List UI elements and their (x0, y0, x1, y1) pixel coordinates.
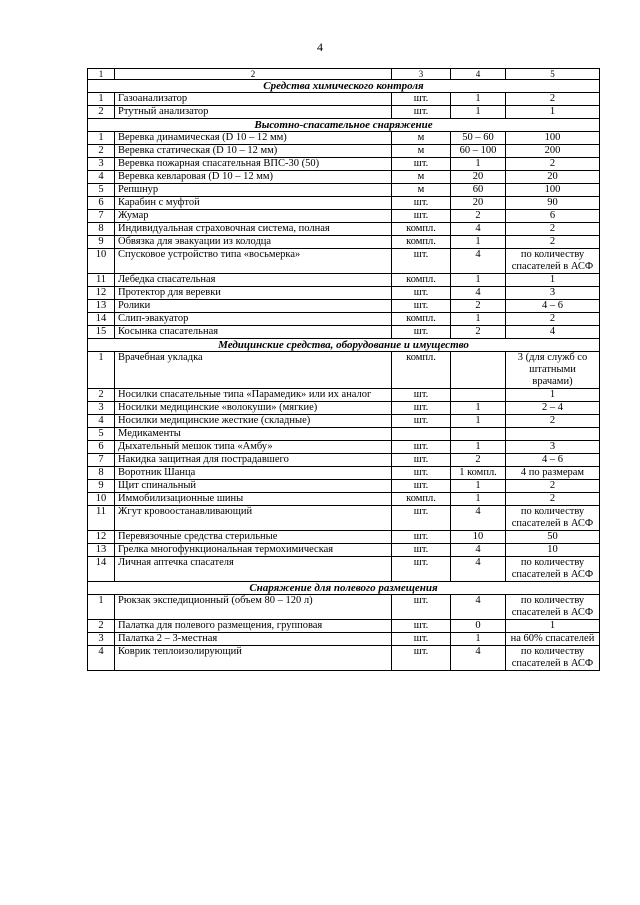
cell-num: 1 (88, 93, 115, 106)
column-header: 5 (506, 69, 600, 80)
table-row (88, 352, 600, 389)
cell-norm: 2 (506, 480, 600, 493)
cell-unit: м (392, 145, 451, 158)
cell-name: Жумар (115, 210, 392, 223)
cell-name: Протектор для веревки (115, 287, 392, 300)
cell-unit: шт. (392, 389, 451, 402)
cell-qty: 4 (451, 557, 506, 582)
cell-num: 2 (88, 106, 115, 119)
cell-name: Носилки медицинские «волокуши» (мягкие) (115, 402, 392, 415)
cell-num: 3 (88, 158, 115, 171)
cell-num: 9 (88, 480, 115, 493)
cell-qty: 1 (451, 493, 506, 506)
table-row (88, 274, 600, 287)
cell-norm: 100 (506, 184, 600, 197)
cell-num: 12 (88, 531, 115, 544)
table-row (88, 493, 600, 506)
cell-name: Щит спинальный (115, 480, 392, 493)
cell-num: 6 (88, 441, 115, 454)
cell-qty: 1 (451, 415, 506, 428)
cell-name: Воротник Шанца (115, 467, 392, 480)
cell-name: Веревка пожарная спасательная ВПС-30 (50) (115, 158, 392, 171)
cell-unit: шт. (392, 106, 451, 119)
cell-name: Палатка для полевого размещения, групповая (115, 620, 392, 633)
table-row (88, 197, 600, 210)
cell-norm: 2 (506, 223, 600, 236)
cell-unit: шт. (392, 480, 451, 493)
cell-qty: 1 (451, 402, 506, 415)
cell-num: 11 (88, 274, 115, 287)
cell-unit: компл. (392, 313, 451, 326)
cell-unit: шт. (392, 544, 451, 557)
cell-norm: по количеству спасателей в АСФ (506, 557, 600, 582)
cell-unit (392, 428, 451, 441)
table-row (88, 441, 600, 454)
table-row (88, 415, 600, 428)
cell-unit: шт. (392, 633, 451, 646)
table-row (88, 402, 600, 415)
cell-qty: 1 (451, 236, 506, 249)
table-row (88, 480, 600, 493)
cell-unit: шт. (392, 197, 451, 210)
section-title: Снаряжение для полевого размещения (88, 582, 600, 595)
cell-norm: 4 – 6 (506, 454, 600, 467)
cell-qty: 2 (451, 210, 506, 223)
cell-name: Лебедка спасательная (115, 274, 392, 287)
cell-unit: шт. (392, 441, 451, 454)
cell-norm: 6 (506, 210, 600, 223)
table-row (88, 646, 600, 671)
cell-norm: по количеству спасателей в АСФ (506, 595, 600, 620)
table-row (88, 454, 600, 467)
cell-unit: шт. (392, 249, 451, 274)
cell-num: 5 (88, 428, 115, 441)
cell-qty: 1 (451, 480, 506, 493)
cell-qty (451, 428, 506, 441)
cell-name: Индивидуальная страховочная система, полная (115, 223, 392, 236)
cell-norm: по количеству спасателей в АСФ (506, 249, 600, 274)
cell-num: 12 (88, 287, 115, 300)
cell-qty: 1 (451, 633, 506, 646)
cell-name: Дыхательный мешок типа «Амбу» (115, 441, 392, 454)
table-row (88, 557, 600, 582)
table-row (88, 531, 600, 544)
section-title: Высотно-спасательное снаряжение (88, 119, 600, 132)
cell-name: Косынка спасательная (115, 326, 392, 339)
cell-num: 8 (88, 223, 115, 236)
cell-num: 14 (88, 313, 115, 326)
cell-name: Жгут кровоостанавливающий (115, 506, 392, 531)
cell-unit: шт. (392, 210, 451, 223)
cell-qty: 4 (451, 646, 506, 671)
section-title: Средства химического контроля (88, 80, 600, 93)
cell-num: 7 (88, 210, 115, 223)
column-header: 4 (451, 69, 506, 80)
cell-qty (451, 352, 506, 389)
cell-norm: по количеству спасателей в АСФ (506, 506, 600, 531)
cell-unit: шт. (392, 454, 451, 467)
cell-unit: шт. (392, 620, 451, 633)
cell-name: Ртутный анализатор (115, 106, 392, 119)
cell-name: Карабин с муфтой (115, 197, 392, 210)
cell-unit: шт. (392, 300, 451, 313)
table-row (88, 544, 600, 557)
cell-name: Слип-эвакуатор (115, 313, 392, 326)
cell-num: 9 (88, 236, 115, 249)
cell-name: Ролики (115, 300, 392, 313)
cell-name: Носилки медицинские жесткие (складные) (115, 415, 392, 428)
table-row (88, 93, 600, 106)
cell-norm: 2 (506, 415, 600, 428)
table-row (88, 633, 600, 646)
cell-num: 4 (88, 646, 115, 671)
cell-name: Врачебная укладка (115, 352, 392, 389)
cell-qty: 2 (451, 300, 506, 313)
cell-norm: 4 (506, 326, 600, 339)
cell-unit: м (392, 171, 451, 184)
cell-name: Обвязка для эвакуации из колодца (115, 236, 392, 249)
cell-num: 2 (88, 389, 115, 402)
table-row (88, 210, 600, 223)
table-row (88, 620, 600, 633)
cell-num: 10 (88, 249, 115, 274)
cell-name: Веревка статическая (D 10 – 12 мм) (115, 145, 392, 158)
cell-name: Коврик теплоизолирующий (115, 646, 392, 671)
cell-norm: 100 (506, 132, 600, 145)
cell-unit: шт. (392, 402, 451, 415)
cell-norm: 2 (506, 313, 600, 326)
table-row (88, 249, 600, 274)
cell-unit: компл. (392, 352, 451, 389)
cell-num: 10 (88, 493, 115, 506)
cell-name: Газоанализатор (115, 93, 392, 106)
cell-norm: 4 по размерам (506, 467, 600, 480)
cell-qty: 1 (451, 274, 506, 287)
cell-qty: 60 – 100 (451, 145, 506, 158)
section-header-row (88, 339, 600, 352)
cell-qty: 0 (451, 620, 506, 633)
cell-qty: 1 (451, 441, 506, 454)
cell-qty: 4 (451, 595, 506, 620)
cell-norm: 3 (506, 441, 600, 454)
cell-norm: 1 (506, 106, 600, 119)
section-header-row (88, 80, 600, 93)
cell-norm: 2 (506, 93, 600, 106)
table-row (88, 236, 600, 249)
cell-qty: 2 (451, 326, 506, 339)
cell-qty (451, 389, 506, 402)
table-row (88, 184, 600, 197)
table-row (88, 106, 600, 119)
cell-num: 4 (88, 171, 115, 184)
cell-norm: 10 (506, 544, 600, 557)
cell-norm: 1 (506, 274, 600, 287)
column-header: 3 (392, 69, 451, 80)
cell-norm: 2 – 4 (506, 402, 600, 415)
cell-qty: 4 (451, 223, 506, 236)
cell-unit: шт. (392, 93, 451, 106)
cell-norm: 1 (506, 389, 600, 402)
cell-name: Иммобилизационные шины (115, 493, 392, 506)
cell-name: Репшнур (115, 184, 392, 197)
cell-num: 15 (88, 326, 115, 339)
cell-num: 1 (88, 352, 115, 389)
cell-norm: 1 (506, 620, 600, 633)
cell-unit: шт. (392, 326, 451, 339)
cell-norm: 50 (506, 531, 600, 544)
cell-num: 7 (88, 454, 115, 467)
cell-unit: шт. (392, 467, 451, 480)
cell-name: Веревка динамическая (D 10 – 12 мм) (115, 132, 392, 145)
cell-name: Веревка кевларовая (D 10 – 12 мм) (115, 171, 392, 184)
cell-num: 13 (88, 300, 115, 313)
cell-unit: шт. (392, 415, 451, 428)
cell-norm: 200 (506, 145, 600, 158)
cell-norm: по количеству спасателей в АСФ (506, 646, 600, 671)
cell-name: Рюкзак экспедиционный (объем 80 – 120 л) (115, 595, 392, 620)
cell-norm: 2 (506, 493, 600, 506)
column-header: 1 (88, 69, 115, 80)
cell-qty: 10 (451, 531, 506, 544)
cell-name: Медикаменты (115, 428, 392, 441)
section-header-row (88, 119, 600, 132)
cell-norm: на 60% спасателей (506, 633, 600, 646)
table-row (88, 171, 600, 184)
cell-norm: 2 (506, 236, 600, 249)
table-row (88, 428, 600, 441)
cell-unit: шт. (392, 506, 451, 531)
cell-unit: шт. (392, 531, 451, 544)
cell-unit: компл. (392, 493, 451, 506)
equipment-table (87, 68, 600, 671)
cell-norm: 4 – 6 (506, 300, 600, 313)
table-row (88, 326, 600, 339)
table-row (88, 223, 600, 236)
cell-norm: 2 (506, 158, 600, 171)
table-row (88, 132, 600, 145)
cell-num: 1 (88, 132, 115, 145)
cell-qty: 1 (451, 313, 506, 326)
cell-unit: компл. (392, 236, 451, 249)
cell-unit: шт. (392, 557, 451, 582)
cell-norm: 90 (506, 197, 600, 210)
cell-num: 3 (88, 402, 115, 415)
cell-qty: 1 (451, 93, 506, 106)
section-header-row (88, 582, 600, 595)
cell-qty: 50 – 60 (451, 132, 506, 145)
cell-qty: 4 (451, 249, 506, 274)
table-row (88, 313, 600, 326)
cell-qty: 4 (451, 287, 506, 300)
cell-name: Спусковое устройство типа «восьмерка» (115, 249, 392, 274)
section-title: Медицинские средства, оборудование и имущество (88, 339, 600, 352)
cell-num: 11 (88, 506, 115, 531)
cell-unit: шт. (392, 158, 451, 171)
cell-norm: 3 (506, 287, 600, 300)
cell-num: 14 (88, 557, 115, 582)
cell-name: Грелка многофункциональная термохимическая (115, 544, 392, 557)
cell-qty: 1 (451, 106, 506, 119)
cell-name: Перевязочные средства стерильные (115, 531, 392, 544)
cell-norm (506, 428, 600, 441)
table-body (88, 69, 600, 671)
cell-name: Носилки спасательные типа «Парамедик» или их аналог (115, 389, 392, 402)
cell-norm: 3 (для служб со штатными врачами) (506, 352, 600, 389)
cell-num: 4 (88, 415, 115, 428)
table-row (88, 300, 600, 313)
cell-qty: 1 компл. (451, 467, 506, 480)
cell-unit: м (392, 132, 451, 145)
cell-num: 3 (88, 633, 115, 646)
cell-qty: 2 (451, 454, 506, 467)
table-row (88, 595, 600, 620)
cell-qty: 1 (451, 158, 506, 171)
cell-qty: 4 (451, 544, 506, 557)
cell-name: Накидка защитная для пострадавшего (115, 454, 392, 467)
cell-num: 5 (88, 184, 115, 197)
table-row (88, 145, 600, 158)
column-header: 2 (115, 69, 392, 80)
cell-unit: компл. (392, 223, 451, 236)
table-row (88, 158, 600, 171)
cell-name: Палатка 2 – 3-местная (115, 633, 392, 646)
page-number: 4 (317, 40, 323, 54)
cell-unit: компл. (392, 274, 451, 287)
table-row (88, 287, 600, 300)
cell-num: 2 (88, 620, 115, 633)
cell-qty: 4 (451, 506, 506, 531)
cell-num: 2 (88, 145, 115, 158)
cell-num: 8 (88, 467, 115, 480)
cell-qty: 60 (451, 184, 506, 197)
cell-num: 6 (88, 197, 115, 210)
cell-name: Личная аптечка спасателя (115, 557, 392, 582)
cell-num: 1 (88, 595, 115, 620)
cell-unit: шт. (392, 287, 451, 300)
cell-qty: 20 (451, 197, 506, 210)
cell-num: 13 (88, 544, 115, 557)
cell-qty: 20 (451, 171, 506, 184)
cell-unit: шт. (392, 646, 451, 671)
cell-norm: 20 (506, 171, 600, 184)
table-row (88, 506, 600, 531)
table-row (88, 467, 600, 480)
column-number-row (88, 69, 600, 80)
cell-unit: м (392, 184, 451, 197)
table-row (88, 389, 600, 402)
cell-unit: шт. (392, 595, 451, 620)
